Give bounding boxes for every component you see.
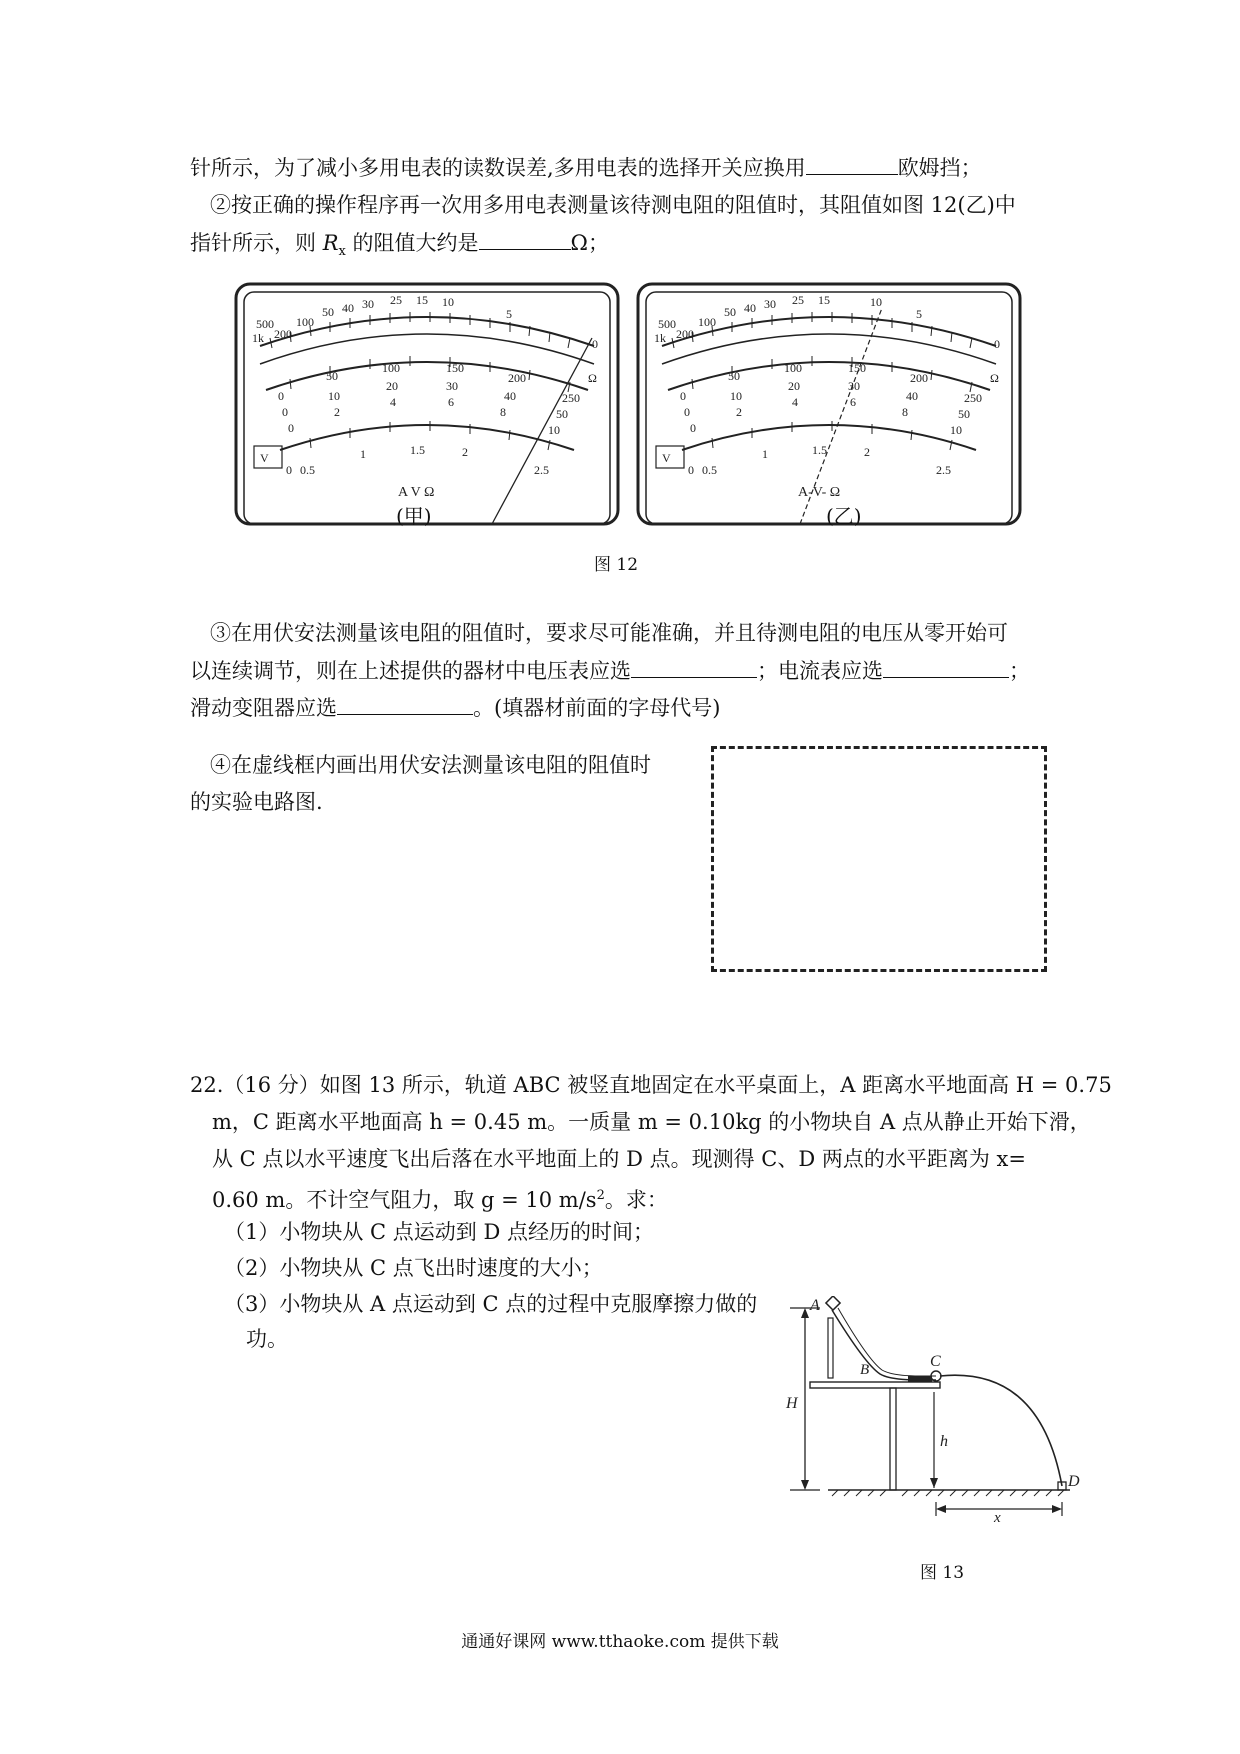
mid-30-right: 30 bbox=[848, 379, 860, 393]
ac-05-right: 0.5 bbox=[702, 463, 717, 477]
ohm-label-5-right: 5 bbox=[916, 307, 922, 321]
q21-item1-post: 欧姆挡； bbox=[897, 156, 982, 180]
low-8-right: 8 bbox=[902, 405, 908, 419]
answer-blank-ohm-range[interactable] bbox=[806, 152, 898, 175]
answer-blank-voltmeter[interactable] bbox=[631, 655, 757, 678]
q22-line1: 22.（16 分）如图 13 所示，轨道 ABC 被竖直地固定在水平桌面上，A 距离水平地面高 H = 0.75 bbox=[190, 1073, 1112, 1097]
meter-label-right: A-V- Ω bbox=[798, 485, 841, 500]
mid-0-right: 0 bbox=[684, 405, 690, 419]
q21-item3-mid: ；电流表应选 bbox=[757, 659, 883, 683]
q22-sub1: （1）小物块从 C 点运动到 D 点经历的时间； bbox=[224, 1220, 654, 1244]
ohm-label-50-left: 50 bbox=[322, 305, 334, 319]
ohm-unit-left: Ω bbox=[588, 371, 597, 385]
dc-250-right: 250 bbox=[964, 391, 982, 405]
ac-0-left: 0 bbox=[286, 463, 292, 477]
fig12-caption: 图 12 bbox=[594, 555, 639, 575]
mid-10-right: 10 bbox=[730, 389, 742, 403]
answer-blank-rheostat[interactable] bbox=[337, 692, 473, 715]
ac-25-right: 2.5 bbox=[936, 463, 951, 477]
label-H: H bbox=[786, 1395, 798, 1412]
mid-40-left: 40 bbox=[504, 389, 516, 403]
q22-line3: 从 C 点以水平速度飞出后落在水平地面上的 D 点。现测得 C、D 两点的水平距离为 x= bbox=[212, 1147, 1026, 1171]
dc-100-right: 100 bbox=[784, 361, 802, 375]
ac-05-left: 0.5 bbox=[300, 463, 315, 477]
dc-250-left: 250 bbox=[562, 391, 580, 405]
ohm-label-25-right: 25 bbox=[792, 293, 804, 307]
ohm-label-100-left: 100 bbox=[296, 315, 314, 329]
low-10-left: 10 bbox=[548, 423, 560, 437]
mid-20-left: 20 bbox=[386, 379, 398, 393]
low-0-left: 0 bbox=[288, 421, 294, 435]
low-4-right: 4 bbox=[792, 395, 798, 409]
q22-sub3b: 功。 bbox=[246, 1327, 288, 1351]
fig12-label-left: (甲) bbox=[396, 504, 432, 528]
q22-sub2: （2）小物块从 C 点飞出时速度的大小； bbox=[224, 1256, 603, 1280]
q21-item3-line3-post: 。(填器材前面的字母代号) bbox=[473, 696, 721, 720]
q21-item3-post: ； bbox=[1009, 659, 1030, 683]
ohm-unit-right: Ω bbox=[990, 371, 999, 385]
low-4-left: 4 bbox=[390, 395, 396, 409]
page-footer: 通通好课网 www.tthaoke.com 提供下载 bbox=[461, 1632, 779, 1652]
mid-50-right: 50 bbox=[958, 407, 970, 421]
low-6-left: 6 bbox=[448, 395, 454, 409]
ohm-label-30-right: 30 bbox=[764, 297, 776, 311]
q21-item3-line3-pre: 滑动变阻器应选 bbox=[190, 696, 337, 720]
ac-0-right: 0 bbox=[688, 463, 694, 477]
q21-item1-text: 针所示，为了减小多用电表的读数误差,多用电表的选择开关应换用 bbox=[190, 156, 806, 180]
figure-12-meters bbox=[230, 278, 1030, 538]
v-mark-left: V bbox=[260, 451, 269, 465]
ohm-label-0-left: 0 bbox=[592, 337, 598, 351]
dc-200-right: 200 bbox=[910, 371, 928, 385]
q22-line4-pre: 0.60 m。不计空气阻力，取 g = 10 m/s bbox=[212, 1188, 597, 1212]
answer-blank-rx-value[interactable] bbox=[479, 227, 571, 250]
q21-item3-line3 bbox=[190, 692, 720, 723]
fig13-caption: 图 13 bbox=[920, 1563, 965, 1583]
low-2-right: 2 bbox=[736, 405, 742, 419]
low-8-left: 8 bbox=[500, 405, 506, 419]
label-C: C bbox=[930, 1353, 941, 1370]
dc-50-right: 50 bbox=[728, 369, 740, 383]
q21-item2-line2 bbox=[190, 227, 609, 267]
dc-200-left: 200 bbox=[508, 371, 526, 385]
q21-item4-line2: 的实验电路图. bbox=[190, 790, 323, 814]
label-h: h bbox=[940, 1433, 948, 1450]
q22-line2: m，C 距离水平地面高 h = 0.45 m。一质量 m = 0.10kg 的小物块自 A 点从静止开始下滑， bbox=[212, 1110, 1091, 1134]
label-B: B bbox=[860, 1362, 870, 1378]
mid-10-left: 10 bbox=[328, 389, 340, 403]
q21-item2-post: Ω； bbox=[570, 231, 609, 255]
ac-1-right: 1 bbox=[762, 447, 768, 461]
ohm-label-1k-right: 1k bbox=[654, 331, 666, 345]
q22-line4 bbox=[212, 1181, 668, 1215]
low-10-right: 10 bbox=[950, 423, 962, 437]
q22-line4-post: 。求： bbox=[604, 1188, 668, 1212]
ohm-label-40-left: 40 bbox=[342, 301, 354, 315]
q22-g-exponent: 2 bbox=[596, 1188, 605, 1203]
label-D: D bbox=[1068, 1473, 1080, 1490]
ac-15-left: 1.5 bbox=[410, 443, 425, 457]
q21-item3-line1: ③在用伏安法测量该电阻的阻值时，要求尽可能准确，并且待测电阻的电压从零开始可 bbox=[210, 621, 1008, 645]
ac-15-right: 1.5 bbox=[812, 443, 827, 457]
q21-item2-pre: 指针所示，则 bbox=[190, 231, 323, 255]
ohm-label-100-right: 100 bbox=[698, 315, 716, 329]
dc-100-left: 100 bbox=[382, 361, 400, 375]
v-mark-right: V bbox=[662, 451, 671, 465]
ohm-label-1k-left: 1k bbox=[252, 331, 264, 345]
mid-20-right: 20 bbox=[788, 379, 800, 393]
q21-item4-line1: ④在虚线框内画出用伏安法测量该电阻的阻值时 bbox=[210, 753, 651, 777]
ohm-label-200-right: 200 bbox=[676, 327, 694, 341]
ohm-label-500-left: 500 bbox=[256, 317, 274, 331]
ac-1-left: 1 bbox=[360, 447, 366, 461]
ohm-label-200-left: 200 bbox=[274, 327, 292, 341]
ac-25-left: 2.5 bbox=[534, 463, 549, 477]
dc-50-left: 50 bbox=[326, 369, 338, 383]
q21-item2-line1: ②按正确的操作程序再一次用多用电表测量该待测电阻的阻值时，其阻值如图 12(乙)中 bbox=[210, 193, 1016, 217]
low-2-left: 2 bbox=[334, 405, 340, 419]
ohm-label-500-right: 500 bbox=[658, 317, 676, 331]
low-6-right: 6 bbox=[850, 395, 856, 409]
ohm-label-40-right: 40 bbox=[744, 301, 756, 315]
rx-subscript: x bbox=[338, 244, 346, 260]
rx-symbol: R bbox=[322, 231, 339, 255]
mid-0-left: 0 bbox=[282, 405, 288, 419]
meter-label-left: A V Ω bbox=[398, 485, 435, 500]
ohm-label-25-left: 25 bbox=[390, 293, 402, 307]
q21-item1-tail bbox=[190, 152, 982, 183]
q21-item3-line2 bbox=[190, 655, 1030, 686]
q21-item2-mid: 的阻值大约是 bbox=[345, 231, 479, 255]
mid-30-left: 30 bbox=[446, 379, 458, 393]
mid-50-left: 50 bbox=[556, 407, 568, 421]
mid-40-right: 40 bbox=[906, 389, 918, 403]
q22-sub3: （3）小物块从 A 点运动到 C 点的过程中克服摩擦力做的 bbox=[224, 1292, 758, 1316]
fig12-label-right: (乙) bbox=[826, 504, 862, 528]
ohm-label-5-left: 5 bbox=[506, 307, 512, 321]
ohm-label-15-left: 15 bbox=[416, 293, 428, 307]
ohm-label-0-right: 0 bbox=[994, 337, 1000, 351]
dc-150-right: 150 bbox=[848, 361, 866, 375]
ohm-label-10-right: 10 bbox=[870, 295, 882, 309]
dc-0-right: 0 bbox=[680, 389, 686, 403]
ohm-label-30-left: 30 bbox=[362, 297, 374, 311]
low-0-right: 0 bbox=[690, 421, 696, 435]
ac-2-left: 2 bbox=[462, 445, 468, 459]
q21-item3-pre: 以连续调节，则在上述提供的器材中电压表应选 bbox=[190, 659, 631, 683]
circuit-drawing-box[interactable] bbox=[711, 746, 1047, 972]
label-x: x bbox=[994, 1510, 1001, 1526]
ohm-label-10-left: 10 bbox=[442, 295, 454, 309]
pointer-left bbox=[492, 338, 592, 524]
ohm-label-15-right: 15 bbox=[818, 293, 830, 307]
figure-13-track bbox=[770, 1296, 1100, 1526]
dc-0-left: 0 bbox=[278, 389, 284, 403]
ohm-label-50-right: 50 bbox=[724, 305, 736, 319]
dc-150-left: 150 bbox=[446, 361, 464, 375]
ac-2-right: 2 bbox=[864, 445, 870, 459]
label-A: A bbox=[810, 1297, 820, 1314]
answer-blank-ammeter[interactable] bbox=[883, 655, 1009, 678]
